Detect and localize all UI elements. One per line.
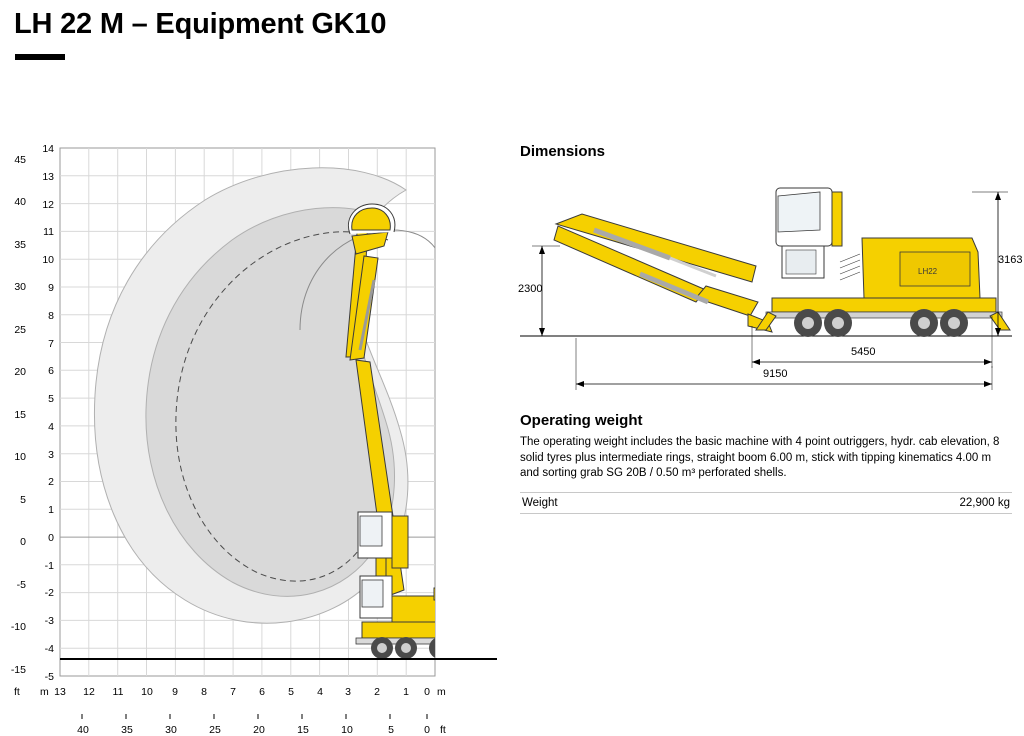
dimensions-section — [518, 143, 1023, 401]
y-tick-ft-15: 15 — [14, 409, 26, 421]
y-tick-m-7: 7 — [48, 338, 54, 350]
y-tick-m-2: 2 — [48, 476, 54, 488]
y-tick-m-3: 3 — [48, 449, 54, 461]
y-tick-m-14: 14 — [42, 143, 54, 155]
y-tick-ft--5: -5 — [16, 579, 26, 591]
dim-length-mid: 5450 — [851, 346, 876, 358]
x-tick-m-5: 5 — [288, 686, 294, 698]
dimensions-title: Dimensions — [520, 143, 606, 160]
y-tick-ft-30: 30 — [14, 281, 26, 293]
y-tick-ft--15: -15 — [10, 664, 26, 676]
y-tick-m--3: -3 — [44, 615, 54, 627]
x-tick-m-12: 12 — [83, 686, 95, 698]
x-tick-m-3: 3 — [345, 686, 351, 698]
dimensions-drawing — [518, 166, 1023, 401]
x-tick-m-4: 4 — [317, 686, 323, 698]
x-tick-ft-20: 20 — [253, 724, 265, 736]
x-unit-ft-right: ft — [440, 724, 446, 736]
title-underline — [15, 54, 65, 60]
y-tick-ft-20: 20 — [14, 366, 26, 378]
y-tick-m-8: 8 — [48, 310, 54, 322]
svg-text:LH22: LH22 — [918, 267, 938, 276]
operating-weight-section — [520, 412, 1012, 514]
x-tick-m-13: 13 — [54, 686, 66, 698]
x-tick-ft-5: 5 — [388, 724, 394, 736]
y-tick-ft-0: 0 — [20, 536, 26, 548]
y-tick-m-4: 4 — [48, 421, 54, 433]
y-tick-m-12: 12 — [42, 199, 54, 211]
y-tick-ft-10: 10 — [14, 451, 26, 463]
x-unit-m-right: m — [437, 686, 446, 698]
x-tick-m-8: 8 — [201, 686, 207, 698]
dim-length-total: 9150 — [763, 368, 788, 380]
y-tick-ft-5: 5 — [20, 494, 26, 506]
x-tick-m-1: 1 — [403, 686, 409, 698]
x-tick-m-11: 11 — [112, 686, 124, 698]
y-tick-m--1: -1 — [44, 560, 54, 572]
y-tick-m-0: 0 — [48, 532, 54, 544]
x-unit-ft-left: ft — [14, 686, 20, 698]
y-tick-m--5: -5 — [44, 671, 54, 683]
y-tick-m-6: 6 — [48, 365, 54, 377]
y-tick-m-11: 11 — [43, 226, 54, 238]
x-tick-m-7: 7 — [230, 686, 236, 698]
x-tick-m-6: 6 — [259, 686, 265, 698]
y-tick-m--2: -2 — [44, 587, 54, 599]
weight-label: Weight — [522, 496, 558, 509]
x-tick-ft-10: 10 — [341, 724, 353, 736]
x-tick-ft-0: 0 — [424, 724, 430, 736]
x-tick-ft-30: 30 — [165, 724, 177, 736]
y-tick-ft-40: 40 — [14, 196, 26, 208]
chart-svg — [0, 130, 500, 730]
y-tick-m-13: 13 — [42, 171, 54, 183]
y-tick-m-5: 5 — [48, 393, 54, 405]
y-tick-m-10: 10 — [42, 254, 54, 266]
y-tick-m-9: 9 — [48, 282, 54, 294]
page-title: LH 22 M – Equipment GK10 — [14, 8, 387, 40]
y-tick-ft-25: 25 — [14, 324, 26, 336]
y-tick-ft-45: 45 — [14, 154, 26, 166]
x-tick-m-9: 9 — [172, 686, 178, 698]
ft-axis-ticks — [0, 714, 500, 734]
x-tick-ft-40: 40 — [77, 724, 89, 736]
x-tick-m-0: 0 — [424, 686, 430, 698]
x-tick-ft-35: 35 — [121, 724, 133, 736]
x-unit-m-left: m — [40, 686, 49, 698]
x-tick-ft-15: 15 — [297, 724, 309, 736]
weight-row — [520, 492, 1012, 514]
y-tick-m-1: 1 — [48, 504, 54, 516]
weight-value: 22,900 kg — [959, 496, 1010, 509]
y-tick-m--4: -4 — [44, 643, 54, 655]
x-tick-ft-25: 25 — [209, 724, 221, 736]
dimensions-svg — [520, 166, 1012, 401]
operating-weight-title: Operating weight — [520, 412, 643, 429]
operating-weight-description: The operating weight includes the basic machine with 4 point outriggers, hydr. cab elevation, 8 solid tyres plus intermediate rings, straight boom 6.00 m, stick with tipping kinematics 4.00 m and sorting grab SG 20B / 0.50 m³ perforated shells. — [520, 436, 1000, 479]
dim-height-transport: 2300 — [518, 283, 543, 295]
x-tick-m-2: 2 — [374, 686, 380, 698]
y-tick-ft--10: -10 — [10, 621, 26, 633]
y-tick-ft-35: 35 — [14, 239, 26, 251]
working-range-diagram — [0, 130, 500, 736]
dim-height-total: 3163 — [998, 254, 1023, 266]
x-tick-m-10: 10 — [141, 686, 153, 698]
